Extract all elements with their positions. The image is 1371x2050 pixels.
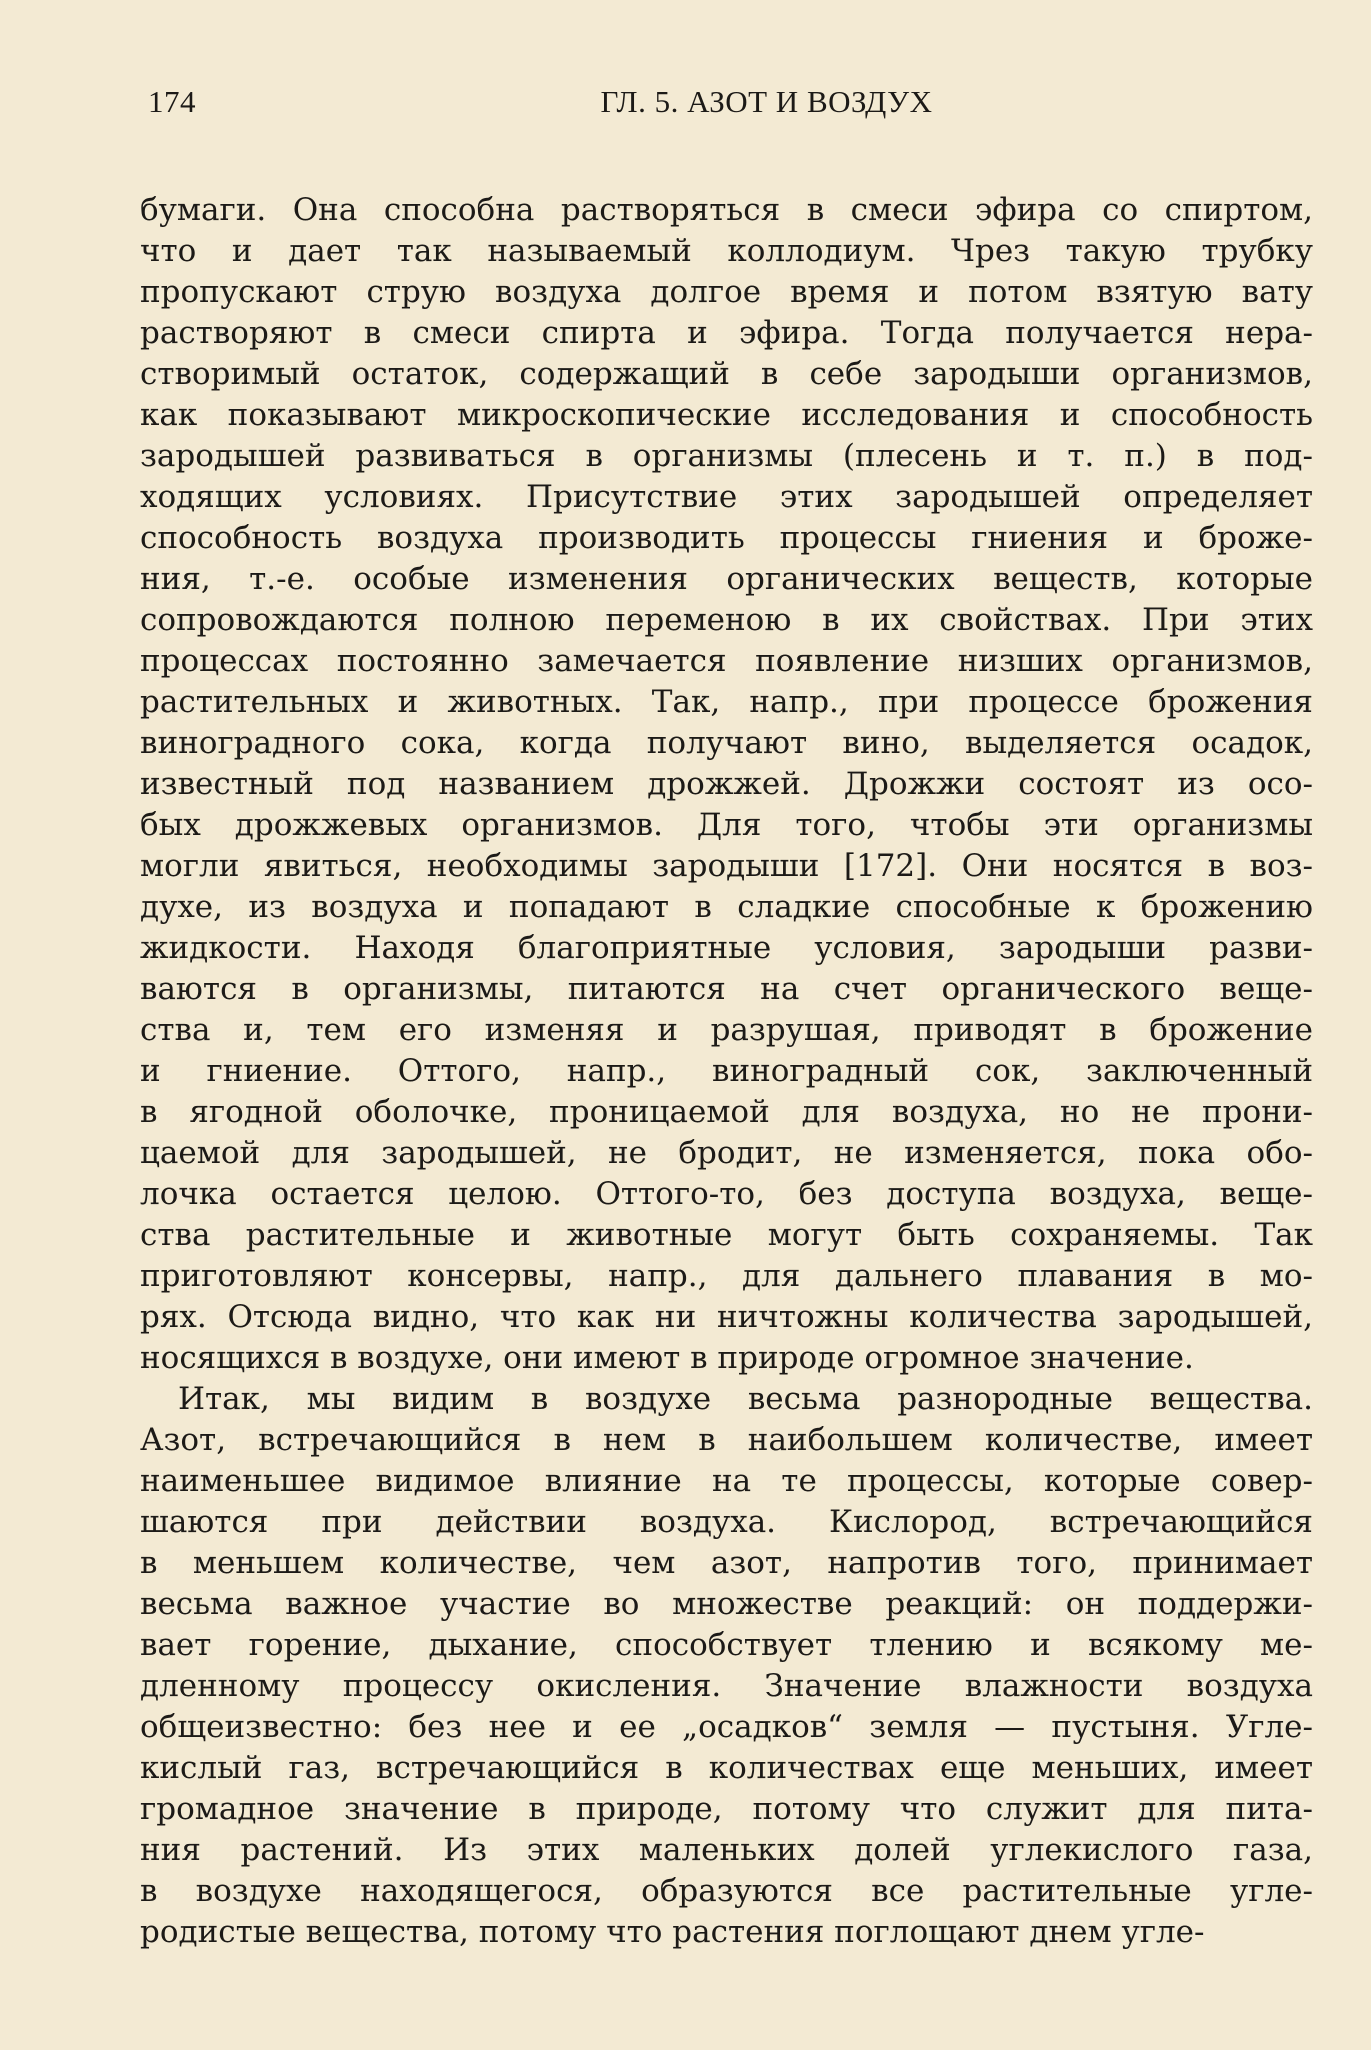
- text-line: рях. Отсюда видно, что как ни ничтожны количества зародышей,: [140, 1299, 1313, 1335]
- text-line: кислый газ, встречающийся в количествах еще меньших, имеет: [140, 1750, 1313, 1786]
- text-line: дленному процессу окисления. Значение влажности воздуха: [140, 1668, 1313, 1704]
- text-line: носящихся в воздухе, они имеют в природе огромное значение.: [140, 1340, 1194, 1376]
- text-line: процессах постоянно замечается появление низших организмов,: [140, 643, 1313, 679]
- text-line: цаемой для зародышей, не бродит, не изменяется, пока обо-: [140, 1135, 1313, 1171]
- text-line: родистые вещества, потому что растения поглощают днем угле-: [140, 1914, 1205, 1950]
- text-line: и гниение. Оттого, напр., виноградный сок, заключенный: [140, 1053, 1313, 1089]
- text-line: в ягодной оболочке, проницаемой для воздуха, но не прони-: [140, 1094, 1313, 1130]
- text-line: как показывают микроскопические исследования и способность: [140, 397, 1313, 433]
- text-line: растворяют в смеси спирта и эфира. Тогда получается нера-: [140, 315, 1313, 351]
- text-line: бумаги. Она способна растворяться в смеси эфира со спиртом,: [140, 192, 1313, 228]
- text-line: пропускают струю воздуха долгое время и потом взятую вату: [140, 274, 1313, 310]
- text-line: в меньшем количестве, чем азот, напротив того, принимает: [140, 1545, 1313, 1581]
- text-line: ходящих условиях. Присутствие этих зародышей определяет: [140, 479, 1313, 515]
- text-line: ства растительные и животные могут быть сохраняемы. Так: [140, 1217, 1313, 1253]
- page-body: [140, 190, 1313, 1953]
- text-line: шаются при действии воздуха. Кислород, встречающийся: [140, 1504, 1313, 1540]
- page-number: 174: [148, 84, 196, 119]
- text-line: сопровождаются полною переменою в их свойствах. При этих: [140, 602, 1313, 638]
- text-line: растительных и животных. Так, напр., при процессе брожения: [140, 684, 1313, 720]
- text-line: громадное значение в природе, потому что служит для пита-: [140, 1791, 1313, 1827]
- text-line: ваются в организмы, питаются на счет органического веще-: [140, 971, 1313, 1007]
- text-line: способность воздуха производить процессы гниения и броже-: [140, 520, 1313, 556]
- running-title: ГЛ. 5. АЗОТ И ВОЗДУХ: [600, 84, 933, 119]
- text-line: ния, т.-е. особые изменения органических веществ, которые: [140, 561, 1313, 597]
- text-line: ния растений. Из этих маленьких долей углекислого газа,: [140, 1832, 1313, 1868]
- text-line: жидкости. Находя благоприятные условия, зародыши разви-: [140, 930, 1313, 966]
- text-line: наименьшее видимое влияние на те процессы, которые совер-: [140, 1463, 1313, 1499]
- text-line: что и дает так называемый коллодиум. Чрез такую трубку: [140, 233, 1313, 269]
- text-line: зародышей развиваться в организмы (плесень и т. п.) в под-: [140, 438, 1313, 474]
- text-line: ства и, тем его изменяя и разрушая, приводят в брожение: [140, 1012, 1313, 1048]
- text-line: виноградного сока, когда получают вино, выделяется осадок,: [140, 725, 1313, 761]
- text-line: Азот, встречающийся в нем в наибольшем количестве, имеет: [140, 1422, 1313, 1458]
- text-line: бых дрожжевых организмов. Для того, чтобы эти организмы: [140, 807, 1313, 843]
- text-line: могли явиться, необходимы зародыши [172]. Они носятся в воз-: [140, 848, 1313, 884]
- text-line: приготовляют консервы, напр., для дальнего плавания в мо-: [140, 1258, 1313, 1294]
- text-line: вает горение, дыхание, способствует тлению и всякому ме-: [140, 1627, 1313, 1663]
- paragraph-2: [140, 1379, 1313, 1953]
- text-line: духе, из воздуха и попадают в сладкие способные к брожению: [140, 889, 1313, 925]
- text-line: известный под названием дрожжей. Дрожжи состоят из осо-: [140, 766, 1313, 802]
- text-line: Итак, мы видим в воздухе весьма разнородные вещества.: [178, 1381, 1313, 1417]
- text-line: в воздухе находящегося, образуются все растительные угле-: [140, 1873, 1313, 1909]
- text-line: створимый остаток, содержащий в себе зародыши организмов,: [140, 356, 1313, 392]
- text-line: лочка остается целою. Оттого-то, без доступа воздуха, веще-: [140, 1176, 1313, 1212]
- paragraph-1: [140, 190, 1313, 1379]
- text-line: весьма важное участие во множестве реакций: он поддержи-: [140, 1586, 1313, 1622]
- page-header: [140, 84, 1313, 124]
- text-line: общеизвестно: без нее и ее „осадков“ земля — пустыня. Угле-: [140, 1709, 1313, 1745]
